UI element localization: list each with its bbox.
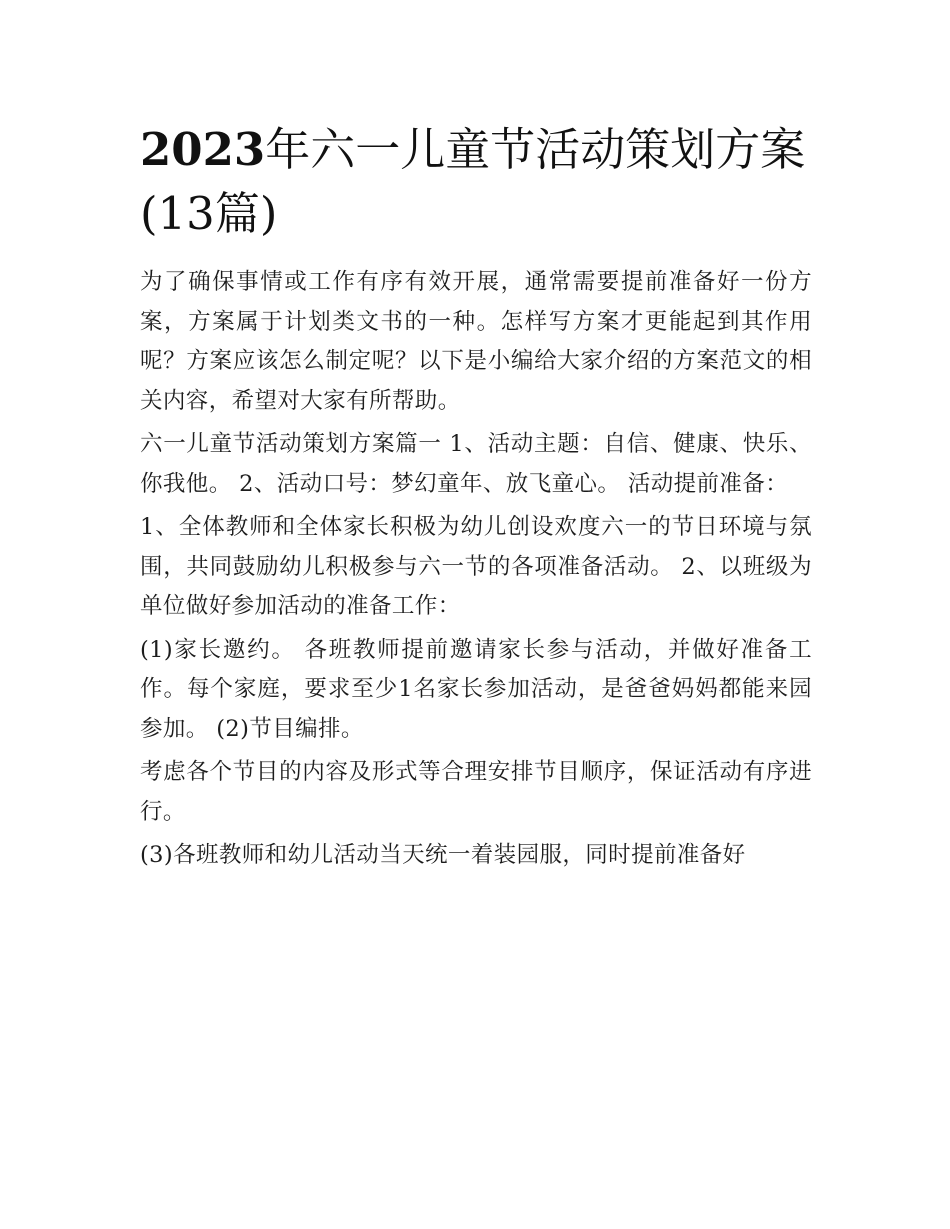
- paragraph-intro: 为了确保事情或工作有序有效开展，通常需要提前准备好一份方案，方案属于计划类文书的一种。怎样写方案才更能起到其作用呢？方案应该怎么制定呢？以下是小编给大家介绍的方案范文的相关内容，希望对大家有所帮助。: [140, 269, 812, 414]
- paragraph-uniform: (3)各班教师和幼儿活动当天统一着装园服，同时提前准备好: [140, 842, 746, 868]
- paragraph-preparation: 1、全体教师和全体家长积极为幼儿创设欢度六一的节日环境与氛围，共同鼓励幼儿积极参与六一节的各项准备活动。 2、以班级为单位做好参加活动的准备工作：: [140, 514, 812, 619]
- paragraph-invitation: (1)家长邀约。 各班教师提前邀请家长参与活动，并做好准备工作。每个家庭，要求至少1名家长参加活动，是爸爸妈妈都能来园参加。 (2)节目编排。: [140, 636, 812, 742]
- document-body: [140, 263, 812, 876]
- paragraph-program-order: 考虑各个节目的内容及形式等合理安排节目顺序，保证活动有序进行。: [140, 759, 812, 825]
- document-title-text: 年六一儿童节活动策划方案(13篇): [140, 123, 806, 240]
- document-title: [140, 118, 812, 246]
- paragraph-theme: 六一儿童节活动策划方案篇一 1、活动主题：自信、健康、快乐、你我他。 2、活动口号：梦幻童年、放飞童心。 活动提前准备：: [140, 431, 812, 497]
- document-content: [140, 118, 812, 880]
- document-title-year: 2023: [140, 123, 266, 176]
